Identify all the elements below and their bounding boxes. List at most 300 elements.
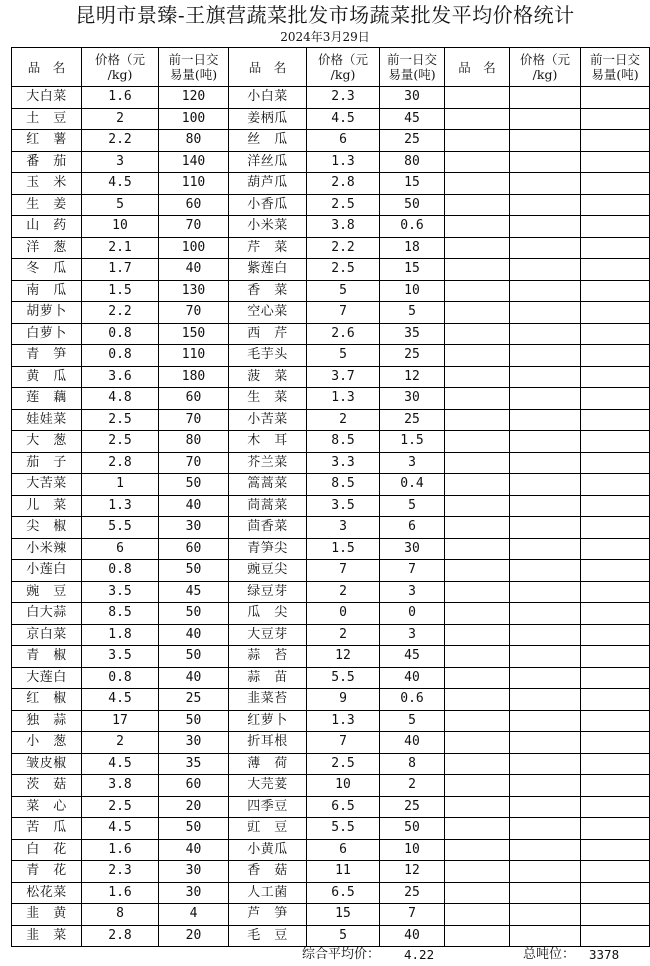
item-price: 5.5 — [82, 517, 159, 539]
item-volume: 12 — [380, 366, 445, 388]
item-volume: 25 — [380, 130, 445, 152]
table-row — [12, 710, 650, 732]
item-volume: 45 — [159, 581, 229, 603]
item-name: 绿豆芽 — [229, 581, 307, 603]
item-volume: 80 — [159, 431, 229, 453]
item-volume: 15 — [380, 259, 445, 281]
empty-cell — [445, 409, 510, 431]
item-name: 青笋尖 — [229, 538, 307, 560]
empty-cell — [445, 302, 510, 324]
empty-cell — [510, 323, 581, 345]
item-volume: 25 — [380, 409, 445, 431]
item-price: 3.5 — [82, 581, 159, 603]
item-name: 豌豆尖 — [229, 560, 307, 582]
empty-cell — [581, 474, 650, 496]
item-price: 1.8 — [82, 624, 159, 646]
item-name: 大苦菜 — [12, 474, 82, 496]
table-row — [12, 388, 650, 410]
item-price: 2.3 — [307, 87, 380, 109]
empty-cell — [445, 151, 510, 173]
item-price: 1.3 — [82, 495, 159, 517]
table-row — [12, 259, 650, 281]
table-row — [12, 495, 650, 517]
item-name: 姜柄瓜 — [229, 108, 307, 130]
empty-cell — [581, 882, 650, 904]
item-name: 人工菌 — [229, 882, 307, 904]
item-volume: 30 — [380, 87, 445, 109]
item-name: 小苦菜 — [229, 409, 307, 431]
item-volume: 30 — [380, 388, 445, 410]
item-price: 6 — [307, 839, 380, 861]
item-price: 2.8 — [82, 452, 159, 474]
empty-cell — [445, 517, 510, 539]
empty-cell — [581, 323, 650, 345]
table-header-row — [12, 48, 650, 87]
item-price: 2.5 — [307, 753, 380, 775]
empty-cell — [510, 130, 581, 152]
empty-cell — [510, 925, 581, 947]
item-price: 2.5 — [307, 194, 380, 216]
item-volume: 150 — [159, 323, 229, 345]
item-volume: 30 — [159, 882, 229, 904]
item-volume: 25 — [380, 796, 445, 818]
item-price: 5.5 — [307, 818, 380, 840]
item-price: 10 — [307, 775, 380, 797]
item-name: 小米菜 — [229, 216, 307, 238]
empty-cell — [445, 624, 510, 646]
table-row — [12, 538, 650, 560]
item-price: 2.6 — [307, 323, 380, 345]
item-name: 茴香菜 — [229, 517, 307, 539]
empty-cell — [510, 194, 581, 216]
item-price: 0.8 — [82, 345, 159, 367]
empty-cell — [581, 302, 650, 324]
item-name: 大芫荽 — [229, 775, 307, 797]
item-name: 芥兰菜 — [229, 452, 307, 474]
item-name: 独 蒜 — [12, 710, 82, 732]
table-row — [12, 732, 650, 754]
item-name: 红 椒 — [12, 689, 82, 711]
item-volume: 60 — [159, 538, 229, 560]
item-price: 9 — [307, 689, 380, 711]
empty-cell — [445, 194, 510, 216]
item-volume: 70 — [159, 452, 229, 474]
item-volume: 7 — [380, 560, 445, 582]
item-volume: 40 — [380, 732, 445, 754]
item-name: 红 薯 — [12, 130, 82, 152]
item-name: 青 椒 — [12, 646, 82, 668]
item-price: 3.8 — [82, 775, 159, 797]
average-price-label: 综合平均价： — [302, 947, 381, 962]
item-volume: 130 — [159, 280, 229, 302]
item-name: 折耳根 — [229, 732, 307, 754]
item-price: 2.2 — [82, 130, 159, 152]
item-name: 木 耳 — [229, 431, 307, 453]
empty-cell — [510, 302, 581, 324]
price-table — [11, 47, 650, 947]
empty-cell — [510, 409, 581, 431]
item-name: 皱皮椒 — [12, 753, 82, 775]
empty-cell — [445, 560, 510, 582]
item-price: 2.5 — [307, 259, 380, 281]
item-name: 白萝卜 — [12, 323, 82, 345]
item-volume: 25 — [380, 882, 445, 904]
empty-cell — [445, 818, 510, 840]
empty-cell — [510, 710, 581, 732]
item-name: 小黄瓜 — [229, 839, 307, 861]
table-row — [12, 108, 650, 130]
item-name: 小香瓜 — [229, 194, 307, 216]
item-volume: 50 — [159, 474, 229, 496]
empty-cell — [510, 882, 581, 904]
empty-cell — [510, 216, 581, 238]
item-price: 6.5 — [307, 796, 380, 818]
empty-cell — [510, 603, 581, 625]
empty-cell — [581, 452, 650, 474]
header-price-2: 价格（元 /kg) — [307, 48, 380, 87]
empty-cell — [445, 345, 510, 367]
item-price: 2.5 — [82, 796, 159, 818]
table-row — [12, 302, 650, 324]
item-name: 玉 米 — [12, 173, 82, 195]
empty-cell — [445, 603, 510, 625]
item-price: 4.5 — [307, 108, 380, 130]
item-name: 瓜 尖 — [229, 603, 307, 625]
header-name-3: 品 名 — [445, 48, 510, 87]
item-volume: 40 — [159, 495, 229, 517]
item-price: 8.5 — [307, 474, 380, 496]
item-volume: 120 — [159, 87, 229, 109]
item-price: 1.3 — [307, 388, 380, 410]
item-volume: 30 — [159, 517, 229, 539]
item-volume: 25 — [380, 345, 445, 367]
item-volume: 3 — [380, 452, 445, 474]
item-name: 小 葱 — [12, 732, 82, 754]
item-price: 1.5 — [307, 538, 380, 560]
item-volume: 40 — [159, 667, 229, 689]
item-name: 韭 菜 — [12, 925, 82, 947]
item-volume: 5 — [380, 302, 445, 324]
item-name: 尖 椒 — [12, 517, 82, 539]
empty-cell — [510, 259, 581, 281]
empty-cell — [510, 581, 581, 603]
empty-cell — [510, 624, 581, 646]
item-price: 3.8 — [307, 216, 380, 238]
item-price: 5.5 — [307, 667, 380, 689]
item-price: 4.5 — [82, 173, 159, 195]
table-row — [12, 624, 650, 646]
item-volume: 10 — [380, 839, 445, 861]
item-volume: 80 — [380, 151, 445, 173]
item-volume: 40 — [380, 925, 445, 947]
table-row — [12, 280, 650, 302]
empty-cell — [445, 753, 510, 775]
empty-cell — [581, 259, 650, 281]
empty-cell — [510, 732, 581, 754]
empty-cell — [581, 775, 650, 797]
table-row — [12, 87, 650, 109]
average-price-value: 4.22 — [404, 947, 435, 962]
table-row — [12, 151, 650, 173]
empty-cell — [445, 280, 510, 302]
item-name: 菠 菜 — [229, 366, 307, 388]
empty-cell — [445, 474, 510, 496]
table-row — [12, 839, 650, 861]
report-date: 2024年3月29日 — [280, 30, 370, 44]
item-price: 2.8 — [82, 925, 159, 947]
empty-cell — [581, 796, 650, 818]
empty-cell — [445, 796, 510, 818]
table-row — [12, 366, 650, 388]
item-price: 3.5 — [82, 646, 159, 668]
empty-cell — [510, 87, 581, 109]
item-name: 茼蒿菜 — [229, 495, 307, 517]
item-price: 15 — [307, 904, 380, 926]
item-price: 11 — [307, 861, 380, 883]
empty-cell — [445, 237, 510, 259]
item-volume: 5 — [380, 495, 445, 517]
item-price: 1.6 — [82, 87, 159, 109]
table-row — [12, 237, 650, 259]
empty-cell — [510, 517, 581, 539]
item-name: 生 姜 — [12, 194, 82, 216]
table-row — [12, 882, 650, 904]
item-volume: 40 — [159, 839, 229, 861]
empty-cell — [581, 603, 650, 625]
item-name: 篙蒿菜 — [229, 474, 307, 496]
header-price-3: 价格（元 /kg) — [510, 48, 581, 87]
item-name: 生 菜 — [229, 388, 307, 410]
empty-cell — [445, 667, 510, 689]
item-price: 1.7 — [82, 259, 159, 281]
header-price-1: 价格（元 /kg) — [82, 48, 159, 87]
item-volume: 140 — [159, 151, 229, 173]
item-name: 芹 菜 — [229, 237, 307, 259]
item-volume: 50 — [159, 560, 229, 582]
item-volume: 12 — [380, 861, 445, 883]
table-row — [12, 753, 650, 775]
item-name: 毛 豆 — [229, 925, 307, 947]
item-name: 毛芋头 — [229, 345, 307, 367]
empty-cell — [581, 732, 650, 754]
item-price: 6 — [307, 130, 380, 152]
item-price: 0.8 — [82, 323, 159, 345]
item-price: 1 — [82, 474, 159, 496]
empty-cell — [445, 216, 510, 238]
item-name: 菜 心 — [12, 796, 82, 818]
item-volume: 50 — [380, 818, 445, 840]
empty-cell — [581, 646, 650, 668]
item-volume: 2 — [380, 775, 445, 797]
item-name: 大 葱 — [12, 431, 82, 453]
item-volume: 35 — [380, 323, 445, 345]
header-volume-1: 前一日交 易量(吨) — [159, 48, 229, 87]
empty-cell — [510, 796, 581, 818]
item-name: 冬 瓜 — [12, 259, 82, 281]
empty-cell — [445, 839, 510, 861]
item-name: 茨 菇 — [12, 775, 82, 797]
item-price: 8.5 — [82, 603, 159, 625]
empty-cell — [581, 667, 650, 689]
empty-cell — [510, 646, 581, 668]
item-name: 白大蒜 — [12, 603, 82, 625]
item-name: 土 豆 — [12, 108, 82, 130]
item-price: 4.5 — [82, 753, 159, 775]
item-price: 5 — [307, 925, 380, 947]
empty-cell — [445, 646, 510, 668]
empty-cell — [581, 581, 650, 603]
empty-cell — [445, 173, 510, 195]
item-volume: 10 — [380, 280, 445, 302]
empty-cell — [510, 366, 581, 388]
empty-cell — [445, 689, 510, 711]
item-price: 2.8 — [307, 173, 380, 195]
item-price: 5 — [82, 194, 159, 216]
item-volume: 6 — [380, 517, 445, 539]
item-name: 松花菜 — [12, 882, 82, 904]
item-name: 豇 豆 — [229, 818, 307, 840]
total-tonnage-label: 总吨位： — [523, 947, 576, 962]
item-price: 3 — [307, 517, 380, 539]
item-price: 2 — [307, 624, 380, 646]
item-volume: 40 — [159, 259, 229, 281]
empty-cell — [581, 818, 650, 840]
empty-cell — [510, 753, 581, 775]
table-row — [12, 689, 650, 711]
item-volume: 4 — [159, 904, 229, 926]
item-name: 大白菜 — [12, 87, 82, 109]
table-row — [12, 646, 650, 668]
total-tonnage-value: 3378 — [589, 947, 620, 962]
item-volume: 40 — [380, 667, 445, 689]
item-volume: 100 — [159, 237, 229, 259]
item-name: 青 花 — [12, 861, 82, 883]
item-price: 0.8 — [82, 667, 159, 689]
empty-cell — [510, 345, 581, 367]
item-price: 2.5 — [82, 409, 159, 431]
item-price: 2 — [307, 409, 380, 431]
empty-cell — [510, 538, 581, 560]
empty-cell — [445, 87, 510, 109]
item-name: 小白菜 — [229, 87, 307, 109]
item-name: 娃娃菜 — [12, 409, 82, 431]
empty-cell — [581, 388, 650, 410]
table-row — [12, 560, 650, 582]
item-volume: 100 — [159, 108, 229, 130]
header-volume-2: 前一日交 易量(吨) — [380, 48, 445, 87]
item-price: 3.3 — [307, 452, 380, 474]
item-price: 0.8 — [82, 560, 159, 582]
empty-cell — [445, 388, 510, 410]
item-volume: 40 — [159, 624, 229, 646]
empty-cell — [581, 366, 650, 388]
item-name: 大豆芽 — [229, 624, 307, 646]
empty-cell — [510, 452, 581, 474]
empty-cell — [510, 818, 581, 840]
empty-cell — [445, 775, 510, 797]
item-volume: 50 — [380, 194, 445, 216]
item-volume: 35 — [159, 753, 229, 775]
empty-cell — [510, 495, 581, 517]
header-volume-3: 前一日交 易量(吨) — [581, 48, 650, 87]
empty-cell — [510, 667, 581, 689]
item-volume: 50 — [159, 646, 229, 668]
header-name-1: 品 名 — [12, 48, 82, 87]
empty-cell — [510, 237, 581, 259]
item-name: 莲 藕 — [12, 388, 82, 410]
empty-cell — [581, 280, 650, 302]
table-row — [12, 603, 650, 625]
empty-cell — [581, 904, 650, 926]
empty-cell — [581, 495, 650, 517]
empty-cell — [445, 861, 510, 883]
item-volume: 70 — [159, 302, 229, 324]
item-name: 葫芦瓜 — [229, 173, 307, 195]
item-price: 1.3 — [307, 710, 380, 732]
item-price: 2 — [82, 108, 159, 130]
item-volume: 70 — [159, 216, 229, 238]
table-row — [12, 474, 650, 496]
item-volume: 45 — [380, 646, 445, 668]
item-volume: 0 — [380, 603, 445, 625]
item-volume: 50 — [159, 710, 229, 732]
item-price: 1.5 — [82, 280, 159, 302]
empty-cell — [581, 560, 650, 582]
item-price: 3 — [82, 151, 159, 173]
item-price: 7 — [307, 302, 380, 324]
item-price: 7 — [307, 732, 380, 754]
item-volume: 15 — [380, 173, 445, 195]
item-name: 黄 瓜 — [12, 366, 82, 388]
empty-cell — [510, 839, 581, 861]
item-name: 南 瓜 — [12, 280, 82, 302]
item-price: 6 — [82, 538, 159, 560]
table-row — [12, 173, 650, 195]
empty-cell — [510, 560, 581, 582]
item-name: 小米辣 — [12, 538, 82, 560]
empty-cell — [581, 925, 650, 947]
empty-cell — [581, 431, 650, 453]
table-row — [12, 130, 650, 152]
item-volume: 20 — [159, 925, 229, 947]
item-price: 4.8 — [82, 388, 159, 410]
empty-cell — [445, 495, 510, 517]
item-volume: 45 — [380, 108, 445, 130]
item-price: 5 — [307, 280, 380, 302]
item-name: 蒜 苗 — [229, 667, 307, 689]
empty-cell — [445, 108, 510, 130]
item-name: 红萝卜 — [229, 710, 307, 732]
empty-cell — [445, 581, 510, 603]
item-name: 苦 瓜 — [12, 818, 82, 840]
item-volume: 70 — [159, 409, 229, 431]
table-row — [12, 667, 650, 689]
item-name: 豌 豆 — [12, 581, 82, 603]
item-price: 4.5 — [82, 689, 159, 711]
item-volume: 3 — [380, 581, 445, 603]
item-price: 1.3 — [307, 151, 380, 173]
table-row — [12, 194, 650, 216]
empty-cell — [581, 538, 650, 560]
empty-cell — [510, 474, 581, 496]
item-volume: 50 — [159, 818, 229, 840]
item-name: 西 芹 — [229, 323, 307, 345]
item-price: 1.6 — [82, 839, 159, 861]
item-volume: 20 — [159, 796, 229, 818]
item-volume: 180 — [159, 366, 229, 388]
empty-cell — [581, 861, 650, 883]
empty-cell — [581, 194, 650, 216]
